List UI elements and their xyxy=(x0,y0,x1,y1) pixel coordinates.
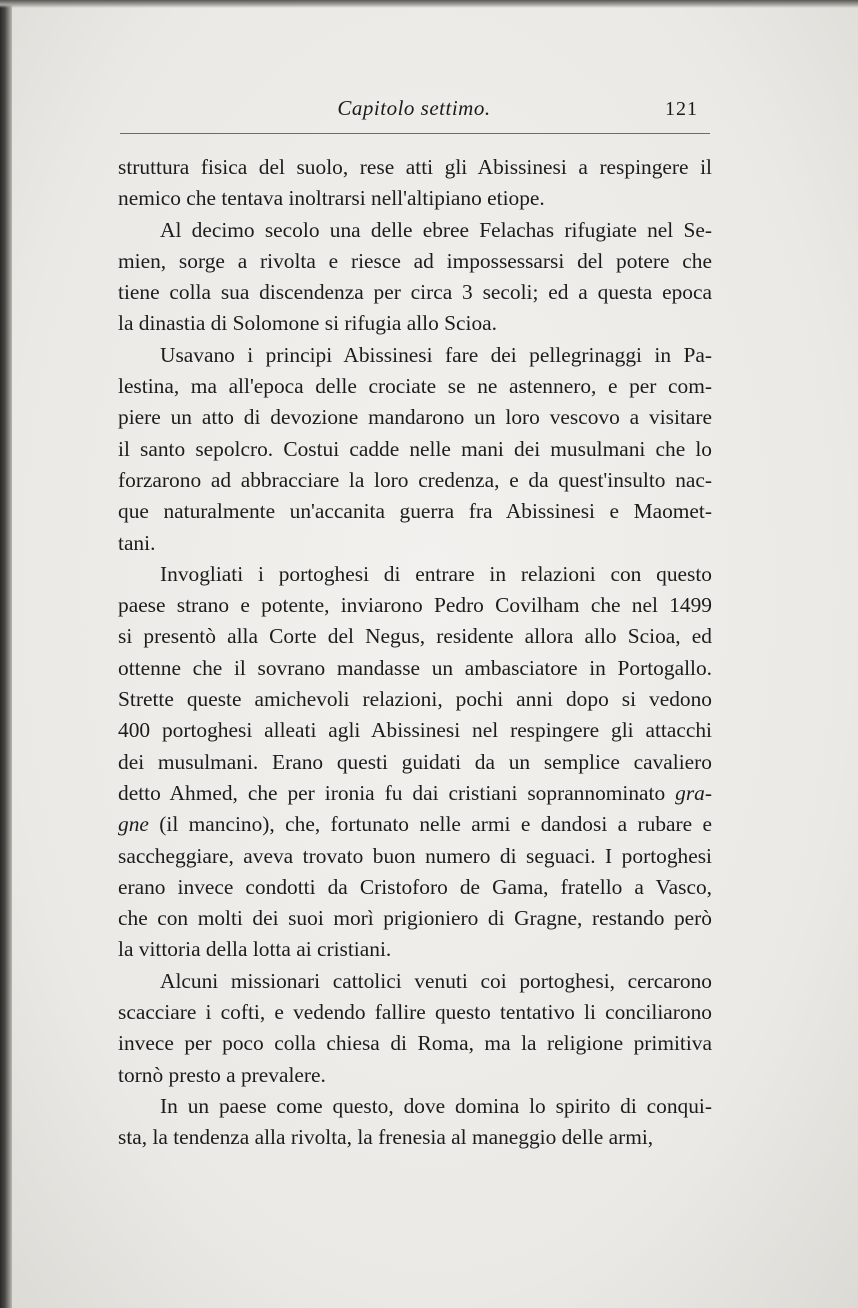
body-text xyxy=(118,152,712,1154)
paragraph xyxy=(118,152,712,215)
text-line: In un paese come questo, dove domina lo spirito di conqui- xyxy=(160,1093,712,1118)
text-line: gne (il mancino), che, fortunato nelle armi e dandosi a rubare e xyxy=(118,812,712,837)
text-line: saccheggiare, aveva trovato buon numero di seguaci. I portoghesi xyxy=(118,843,712,868)
page-header xyxy=(118,96,710,130)
text-line: Alcuni missionari cattolici venuti coi portoghesi, cercarono xyxy=(160,968,712,993)
text-line: il santo sepolcro. Costui cadde nelle mani dei musulmani che lo xyxy=(118,436,712,461)
paragraph xyxy=(118,340,712,559)
text-line: paese strano e potente, inviarono Pedro Covilham che nel 1499 xyxy=(118,593,712,618)
page-binding-shadow xyxy=(0,0,12,1308)
text-line: dei musulmani. Erano questi guidati da un semplice cavaliero xyxy=(118,749,712,774)
text-line: Al decimo secolo una delle ebree Felachas rifugiate nel Se- xyxy=(160,217,712,242)
text-line: sta, la tendenza alla rivolta, la frenesia al maneggio delle armi, xyxy=(118,1125,654,1150)
text-line: scacciare i cofti, e vedendo fallire questo tentativo li conciliarono xyxy=(118,1000,712,1025)
text-line: invece per poco colla chiesa di Roma, ma la religione primitiva xyxy=(118,1031,712,1056)
text-line: ottenne che il sovrano mandasse un ambasciatore in Portogallo. xyxy=(118,655,712,680)
header-rule xyxy=(120,133,710,134)
running-head: Capitolo settimo. xyxy=(337,96,491,120)
text-line: detto Ahmed, che per ironia fu dai cristiani soprannominato gra- xyxy=(118,780,712,805)
text-line: Strette queste amichevoli relazioni, pochi anni dopo si vedono xyxy=(118,687,712,712)
text-line: la dinastia di Solomone si rifugia allo Scioa. xyxy=(118,311,498,336)
text-line: que naturalmente un'accanita guerra fra Abissinesi e Maomet- xyxy=(118,499,712,524)
paragraph xyxy=(118,1091,712,1154)
text-line: struttura fisica del suolo, rese atti gli Abissinesi a respingere il xyxy=(118,155,712,179)
page-number: 121 xyxy=(665,98,698,120)
text-line: piere un atto di devozione mandarono un loro vescovo a visitare xyxy=(118,405,712,430)
paragraph xyxy=(118,215,712,340)
text-line: tornò presto a prevalere. xyxy=(118,1062,326,1087)
text-line: nemico che tentava inoltrarsi nell'altipiano etiope. xyxy=(118,186,545,211)
text-line: erano invece condotti da Cristoforo de Gama, fratello a Vasco, xyxy=(118,874,712,899)
paragraph xyxy=(118,966,712,1091)
text-line: Usavano i principi Abissinesi fare dei pellegrinaggi in Pa- xyxy=(160,342,712,367)
paragraph xyxy=(118,559,712,966)
text-line: 400 portoghesi alleati agli Abissinesi nel respingere gli attacchi xyxy=(118,718,712,743)
text-line: lestina, ma all'epoca delle crociate se ne astennero, e per com- xyxy=(118,374,712,399)
page-top-shadow xyxy=(0,0,858,8)
text-line: la vittoria della lotta ai cristiani. xyxy=(118,937,392,962)
text-line: tani. xyxy=(118,530,156,555)
text-line: tiene colla sua discendenza per circa 3 secoli; ed a questa epoca xyxy=(118,280,712,305)
text-line: si presentò alla Corte del Negus, residente allora allo Scioa, ed xyxy=(118,624,712,649)
text-line: mien, sorge a rivolta e riesce ad impossessarsi del potere che xyxy=(118,248,712,273)
text-line: forzarono ad abbracciare la loro credenza, e da quest'insulto nac- xyxy=(118,467,712,492)
text-line: Invogliati i portoghesi di entrare in relazioni con questo xyxy=(160,561,712,586)
text-line: che con molti dei suoi morì prigioniero di Gragne, restando però xyxy=(118,906,712,931)
